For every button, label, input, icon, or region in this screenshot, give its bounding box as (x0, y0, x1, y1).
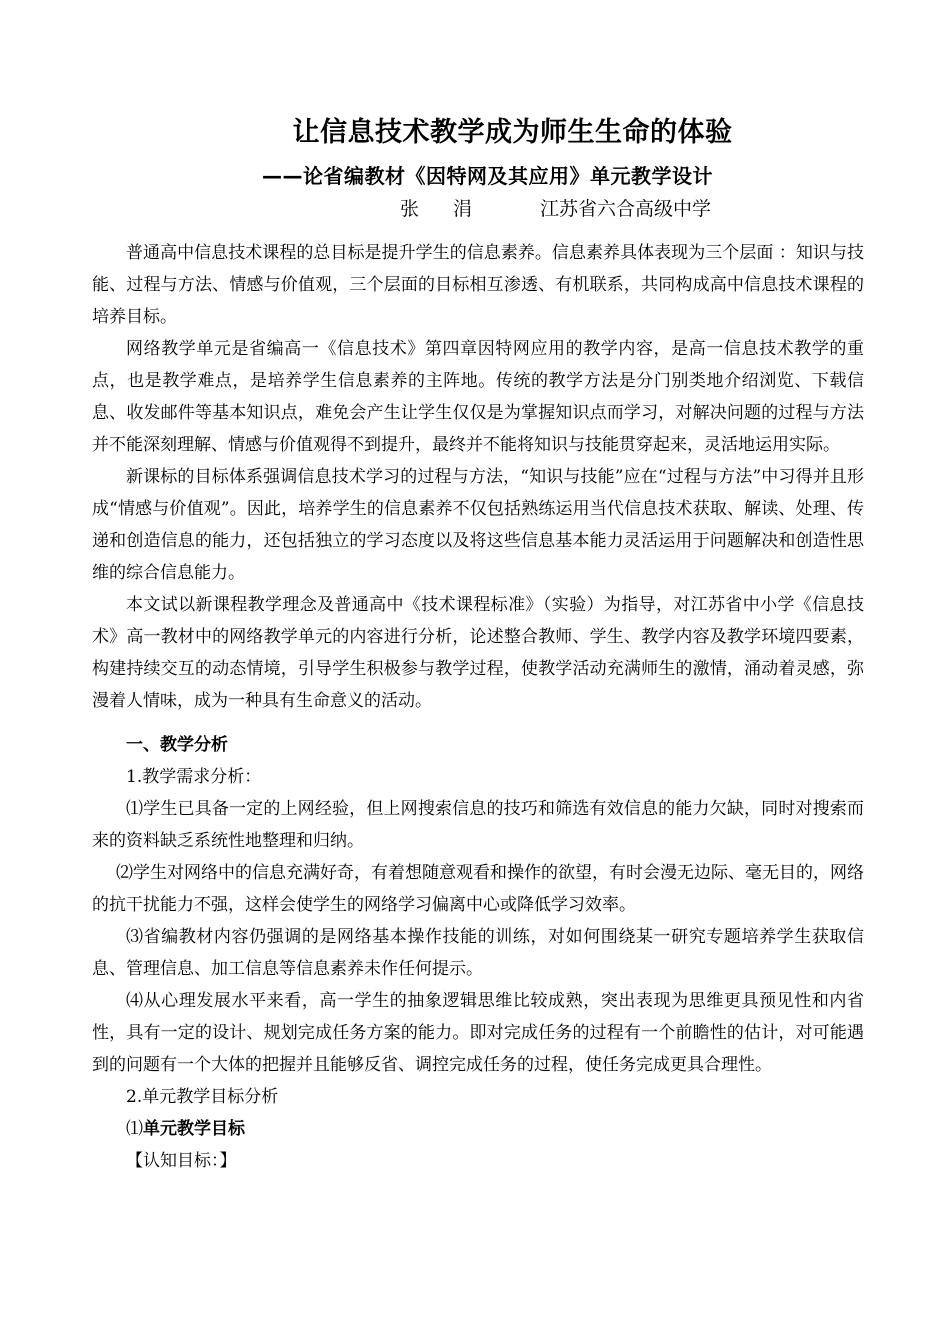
paragraph-intro-1: 普通高中信息技术课程的总目标是提升学生的信息素养。信息素养具体表现为三个层面 ：知识与技能、过程与方法、情感与价值观，三个层面的目标相互渗透、有机联系，共同构成高中信息技术课程的培养目标。 (92, 243, 864, 327)
author-line (400, 194, 711, 221)
goals-subheading-number: ⑴ (126, 1119, 143, 1139)
section-heading-teaching-analysis: 一、教学分析 (126, 735, 228, 755)
goals-subheading-text: 单元教学目标 (143, 1119, 245, 1139)
paragraph-intro-3: 新课标的目标体系强调信息技术学习的过程与方法，“知识与技能”应在“过程与方法”中习得并且形成“情感与价值观”。因此，培养学生的信息素养不仅包括熟练运用当代信息技术获取、解读、处理、传递和创造信息的能力，还包括独立的学习态度以及将这些信息基本能力灵活运用于问题解决和创造性思维的综合信息能力。 (92, 467, 864, 583)
document-body (92, 237, 864, 1177)
needs-item-1: ⑴学生已具备一定的上网经验，但上网搜索信息的技巧和筛选有效信息的能力欠缺，同时对搜索而来的资料缺乏系统性地整理和归纳。 (92, 799, 864, 851)
document-subtitle: ——论省编教材《因特网及其应用》单元教学设计 (262, 164, 713, 188)
author-name: 张 涓 (400, 198, 487, 220)
subsection-heading-needs: 1.教学需求分析： (126, 767, 262, 787)
goals-subheading (92, 1113, 864, 1145)
needs-item-2: ⑵学生对网络中的信息充满好奇，有着想随意观看和操作的欲望，有时会漫无边际、毫无目的，网络的抗干扰能力不强，这样会使学生的网络学习偏离中心或降低学习效率。 (92, 863, 864, 915)
author-school: 江苏省六合高级中学 (540, 198, 712, 220)
paragraph-intro-2: 网络教学单元是省编高一《信息技术》第四章因特网应用的教学内容，是高一信息技术教学的重点，也是教学难点，是培养学生信息素养的主阵地。传统的教学方法是分门别类地介绍浏览、下载信息、收发邮件等基本知识点，难免会产生让学生仅仅是为掌握知识点而学习，对解决问题的过程与方法并不能深刻理解、情感与价值观得不到提升，最终并不能将知识与技能贯穿起来，灵活地运用实际。 (92, 339, 864, 455)
document-title: 让信息技术教学成为师生生命的体验 (292, 117, 733, 148)
needs-item-4: ⑷从心理发展水平来看，高一学生的抽象逻辑思维比较成熟，突出表现为思维更具预见性和内省性，具有一定的设计、规划完成任务方案的能力。即对完成任务的过程有一个前瞻性的估计，对可能遇到的问题有一个大体的把握并且能够反省、调控完成任务的过程，使任务完成更具合理性。 (92, 991, 864, 1075)
subsection-heading-goals: 2.单元教学目标分析 (126, 1087, 279, 1107)
paragraph-intro-4: 本文试以新课程教学理念及普通高中《技术课程标准》（实验）为指导，对江苏省中小学《信息技术》高一教材中的网络教学单元的内容进行分析，论述整合教师、学生、教学内容及教学环境四要素，构建持续交互的动态情境，引导学生积极参与教学过程，使教学活动充满师生的激情，涌动着灵感，弥漫着人情味，成为一种具有生命意义的活动。 (92, 595, 864, 711)
needs-item-3: ⑶省编教材内容仍强调的是网络基本操作技能的训练，对如何围绕某一研究专题培养学生获取信息、管理信息、加工信息等信息素养未作任何提示。 (92, 927, 864, 979)
cognitive-goals-label: 【认知目标：】 (126, 1151, 237, 1171)
